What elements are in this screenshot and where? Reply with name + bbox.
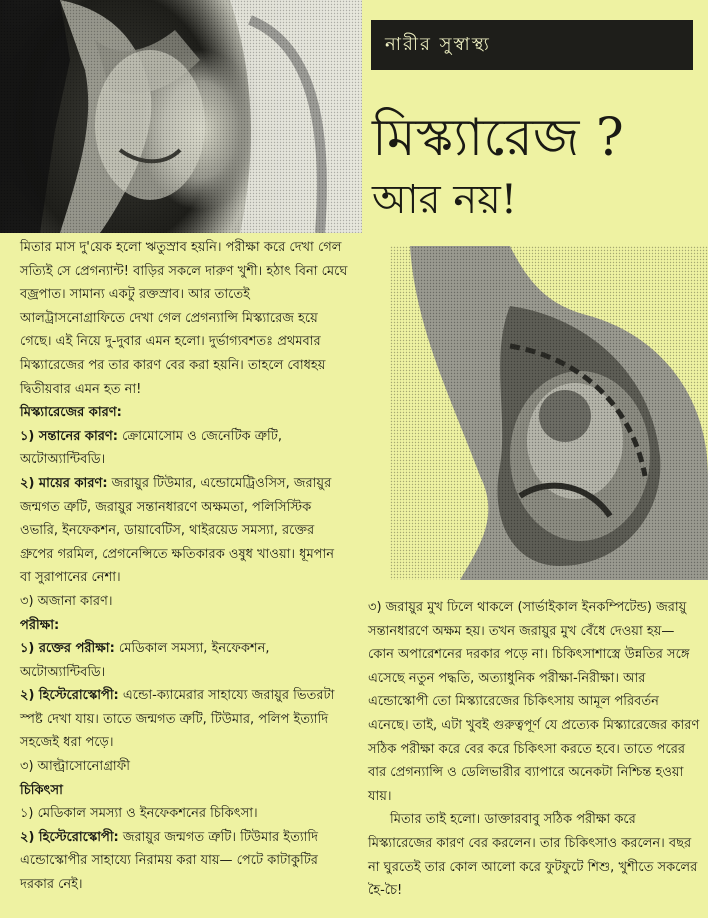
- treatment-text: জরায়ুর জন্মগত ত্রুটি। টিউমার ইত্যাদি এন্ডোস্কোপীর সাহায্যে নিরাময় করা যায়— পেটে কাটাকুটির দরকার নেই।: [20, 829, 318, 893]
- headline-line2: আর নয়!: [372, 177, 517, 223]
- test-text: এন্ডো-ক্যামেরার সাহায্যে জরায়ুর ভিতরটা স্পষ্ট দেখা যায়। তাতে জন্মগত ত্রুটি, টিউমার, পলিপ ইত্যাদি সহজেই ধরা পড়ে।: [20, 688, 335, 751]
- treatment-heading: চিকিৎসা: [20, 782, 63, 798]
- cause-item: ৩) অজানা কারণ।: [20, 593, 113, 609]
- cause-text: জরায়ুর টিউমার, এন্ডোমেট্রিওসিস, জরায়ুর জন্মগত ত্রুটি, জরায়ুর সন্তানধারণে অক্ষমতা, পলিসিস্টিক ওভারি, ইনফেকশন, ডায়াবেটিস, থাইরয়েড সমস্যা, রক্তের গ্রুপের গরমিল, প্রেগনেন্সিতে ক্ষতিকারক ওষুধ খাওয়া। ধূমপান বা সুরাপানের নেশা।: [20, 475, 335, 586]
- test-item: ৩) আল্ট্রাসোনোগ্রাফী: [20, 759, 130, 775]
- headline-line1: মিস্ক্যারেজ ?: [372, 108, 624, 168]
- cause-text: ক্রোমোসোম ও জেনেটিক ত্রুটি, অটোঅ্যান্টিবডি।: [20, 428, 282, 468]
- left-column: [20, 236, 348, 897]
- tests-heading: পরীক্ষা:: [20, 617, 60, 633]
- treatment-item: [20, 826, 348, 897]
- test-item: [20, 637, 348, 684]
- cause-item: [20, 425, 348, 472]
- test-item: [20, 684, 348, 755]
- intro-paragraph: মিতার মাস দু'য়েক হলো ঋতুস্রাব হয়নি। পরীক্ষা করে দেখা গেল সত্যিই সে প্রেগন্যান্ট! বাড়ির সকলে দারুণ খুশী। হঠাৎ বিনা মেঘে বজ্রপাত। সামান্য একটু রক্তস্রাব। আর তাতেই আলট্রাসনোগ্রাফিতে দেখা গেল প্রেগন্যান্সি মিস্ক্যারেজ হয়ে গেছে। এই নিয়ে দু-দুবার এমন হলো। দুর্ভাগ্যবশতঃ প্রথমবার মিস্ক্যারেজের পর তার কারণ বের করা হয়নি। তাহলে বোধহয় দ্বিতীয়বার এমন হত না!: [20, 240, 348, 397]
- conclusion-paragraph: মিতার তাই হলো। ডাক্তারবাবু সঠিক পরীক্ষা করে মিস্ক্যারেজের কারণ বের করলেন। তার চিকিৎসাও করলেন। বছর না ঘুরতেই তার কোল আলো করে ফুটফুটে শিশু, খুশীতে সকলের হৈ-চৈ!: [368, 812, 698, 899]
- test-text: মেডিকাল সমস্যা, ইনফেকশন, অটোঅ্যান্টিবডি।: [20, 641, 270, 680]
- test-label: ১) রক্তের পরীক্ষা:: [20, 641, 115, 657]
- test-label: ২) হিস্টেরোস্কোপী:: [20, 688, 119, 704]
- right-column: [368, 596, 702, 903]
- woman-crying-photo: [0, 0, 362, 233]
- section-label: নারীর সুস্বাস্থ্য: [371, 20, 693, 70]
- cervical-paragraph: ৩) জরায়ুর মুখ ঢিলে থাকলে (সার্ভাইকাল ইনকম্পিটেন্ড) জরায়ু সন্তানধারণে অক্ষম হয়। তখন জরায়ুর মুখ বেঁধে দেওয়া হয়— কোন অপারেশনের দরকার পড়ে না। চিকিৎসাশাস্ত্রে উন্নতির সঙ্গে এসেছে নতুন পদ্ধতি, অত্যাধুনিক পরীক্ষা-নিরীক্ষা। আর এন্ডোস্কোপী তো মিস্ক্যারেজের চিকিৎসায় আমূল পরিবর্তন এনেছে। তাই, এটা খুবই গুরুত্বপূর্ণ যে প্রত্যেক মিস্ক্যারেজের কারণ সঠিক পরীক্ষা করে বের করে চিকিৎসা করতে হবে। তাতে পরের বার প্রেগন্যান্সি ও ডেলিভারীর ব্যাপারে অনেকটা নিশ্চিন্ত হওয়া যায়।: [368, 600, 700, 804]
- cause-label: ২) মায়ের কারণ:: [20, 475, 108, 491]
- causes-heading: মিস্ক্যারেজের কারণ:: [20, 405, 122, 421]
- treatment-label: ২) হিস্টেরোস্কোপী:: [20, 829, 119, 845]
- cause-label: ১) সন্তানের কারণ:: [20, 428, 118, 444]
- treatment-item: ১) মেডিকাল সমস্যা ও ইনফেকশনের চিকিৎসা।: [20, 806, 258, 822]
- pregnant-belly-illustration: [390, 246, 708, 580]
- cause-item: [20, 472, 348, 590]
